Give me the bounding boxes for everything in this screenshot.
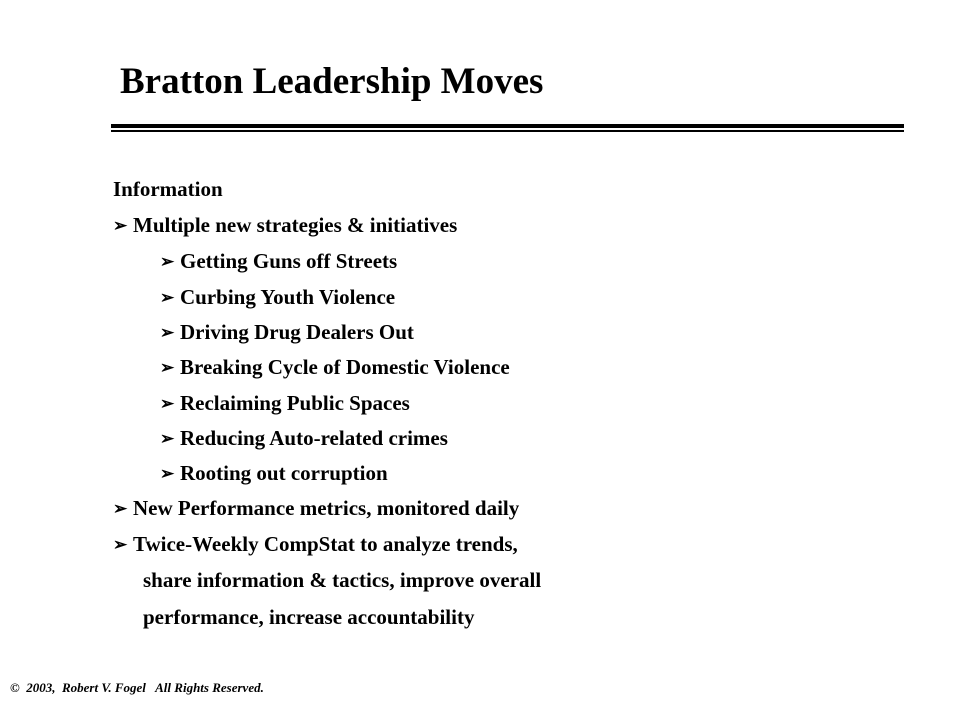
bullet-compstat: [113, 531, 518, 559]
copyright-footer: © 2003, Robert V. Fogel All Rights Reserved.: [10, 680, 264, 695]
arrow-bullet-icon: ➢: [113, 216, 128, 235]
section-heading: Information: [113, 177, 223, 201]
arrow-bullet-icon: ➢: [160, 464, 175, 483]
title-rule-thin: [111, 130, 904, 132]
bullet-label: Twice-Weekly CompStat to analyze trends,: [133, 532, 518, 556]
bullet-compstat-continuation: share information & tactics, improve overall: [143, 568, 542, 592]
arrow-bullet-icon: ➢: [113, 499, 128, 518]
sub-bullet-label: Rooting out corruption: [180, 461, 388, 485]
sub-bullet-label: Reducing Auto-related crimes: [180, 426, 448, 450]
sub-bullet: [160, 354, 510, 382]
arrow-bullet-icon: ➢: [160, 394, 175, 413]
bullet-metrics: [113, 495, 519, 523]
slide-title: Bratton Leadership Moves: [120, 61, 544, 102]
sub-bullet: [160, 319, 414, 347]
arrow-bullet-icon: ➢: [160, 288, 175, 307]
bullet-compstat-continuation: performance, increase accountability: [143, 605, 475, 629]
sub-bullet-label: Curbing Youth Violence: [180, 285, 396, 309]
title-rule-thick: [111, 124, 904, 128]
sub-bullet: [160, 284, 395, 312]
sub-bullet-label: Getting Guns off Streets: [180, 249, 398, 273]
sub-bullet-label: Reclaiming Public Spaces: [180, 391, 410, 415]
sub-bullet: [160, 248, 397, 276]
bullet-strategies: [113, 212, 457, 240]
arrow-bullet-icon: ➢: [160, 252, 175, 271]
sub-bullet: [160, 390, 410, 418]
sub-bullet: [160, 460, 388, 488]
arrow-bullet-icon: ➢: [160, 358, 175, 377]
sub-bullet: [160, 425, 448, 453]
sub-bullet-label: Driving Drug Dealers Out: [180, 320, 414, 344]
bullet-label: Multiple new strategies & initiatives: [133, 213, 458, 237]
arrow-bullet-icon: ➢: [160, 429, 175, 448]
bullet-label: New Performance metrics, monitored daily: [133, 496, 520, 520]
arrow-bullet-icon: ➢: [113, 535, 128, 554]
arrow-bullet-icon: ➢: [160, 323, 175, 342]
sub-bullet-label: Breaking Cycle of Domestic Violence: [180, 355, 510, 379]
